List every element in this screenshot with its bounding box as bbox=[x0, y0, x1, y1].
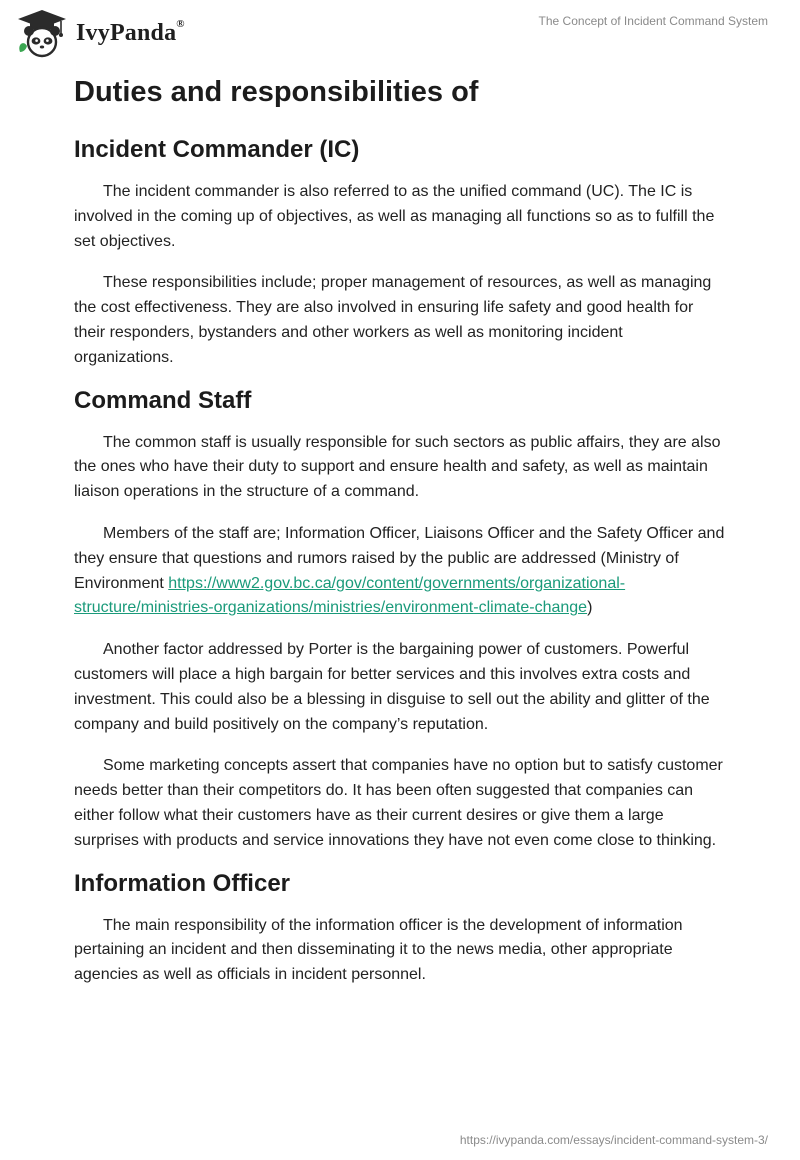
paragraph-text: Members of the staff are; Information Officer, Liaisons Officer and the Safety Officer and they ensure that questions and rumors raised by the public are addressed (Ministry of Environment bbox=[74, 524, 725, 592]
source-url[interactable]: https://ivypanda.com/essays/incident-command-system-3/ bbox=[459, 1133, 768, 1147]
page-header bbox=[0, 0, 800, 70]
paragraph-text: ) bbox=[587, 599, 593, 617]
article bbox=[74, 72, 726, 988]
paragraph: The common staff is usually responsible for such sectors as public affairs, they are also the ones who have their duty to support and ensure health and safety, as well as maintain liaison operations in the structure of a command. bbox=[74, 433, 721, 501]
document-title: The Concept of Incident Command System bbox=[538, 14, 768, 28]
paragraph: Some marketing concepts assert that companies have no option but to satisfy customer needs better than their competitors do. It has been often suggested that companies can either follow what their customers have as their current desires or give them a large surprises with products and service innovations they have not even come close to thinking. bbox=[74, 757, 723, 849]
page-title: Duties and responsibilities of bbox=[74, 76, 479, 108]
paragraph: The incident commander is also referred to as the unified command (UC). The IC is involved in the coming up of objectives, as well as managing all functions so as to fulfill the set objectives. bbox=[74, 183, 715, 250]
panda-graduate-icon bbox=[14, 8, 70, 58]
brand-name: IvyPanda® bbox=[76, 17, 185, 46]
brand-logo[interactable] bbox=[14, 8, 204, 58]
ministry-of-environment-link[interactable]: https://www2.gov.bc.ca/gov/content/governments/organizational-structure/ministries-organizations/ministries/environment-climate-change bbox=[74, 574, 626, 617]
paragraph: These responsibilities include; proper management of resources, as well as managing the cost effectiveness. They are also involved in ensuring life safety and good health for their responders, bystanders and other workers as well as monitoring incident organizations. bbox=[74, 274, 712, 366]
section-heading-information-officer: Information Officer bbox=[74, 869, 291, 897]
paragraph: The main responsibility of the information officer is the development of information pertaining an incident and then disseminating it to the news media, other appropriate agencies as well as officials in incident personnel. bbox=[74, 916, 683, 984]
section-heading-incident-commander: Incident Commander (IC) bbox=[74, 136, 360, 163]
section-heading-command-staff: Command Staff bbox=[74, 386, 252, 414]
paragraph: Another factor addressed by Porter is the bargaining power of customers. Powerful customers will place a high bargain for better services and this involves extra costs and investment. This could also be a blessing in disguise to sell out the ability and glitter of the company and build positively on the company’s reputation. bbox=[74, 641, 710, 733]
paragraph-with-link bbox=[74, 522, 726, 621]
